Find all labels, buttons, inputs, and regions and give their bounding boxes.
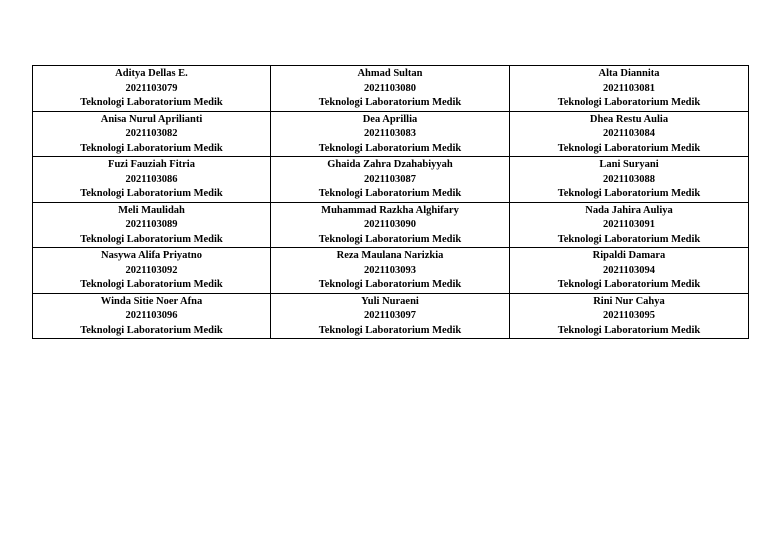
student-cell [510, 111, 749, 157]
student-program: Teknologi Laboratorium Medik [318, 233, 462, 245]
student-id: 2021103084 [603, 128, 655, 139]
student-cell [33, 202, 271, 248]
student-name: Meli Maulidah [118, 204, 185, 216]
student-id: 2021103089 [125, 219, 178, 230]
student-name: Muhammad Razkha Alghifary [321, 204, 459, 216]
table-row [33, 202, 749, 248]
student-name-table [32, 65, 749, 339]
student-id: 2021103081 [603, 82, 655, 94]
student-program: Teknologi Laboratorium Medik [557, 324, 701, 336]
student-program: Teknologi Laboratorium Medik [318, 142, 462, 154]
student-program: Teknologi Laboratorium Medik [557, 279, 701, 290]
student-cell [510, 157, 749, 203]
student-program: Teknologi Laboratorium Medik [318, 279, 462, 290]
student-cell [271, 66, 510, 112]
student-cell [510, 66, 749, 112]
student-program: Teknologi Laboratorium Medik [80, 97, 223, 108]
student-name: Anisa Nurul Aprilianti [100, 113, 203, 125]
student-name: Ripaldi Damara [592, 250, 666, 261]
student-id: 2021103091 [603, 219, 655, 230]
student-id: 2021103087 [364, 173, 416, 185]
student-name: Ghaida Zahra Dzahabiyyah [327, 159, 453, 170]
table-row [33, 66, 749, 112]
student-name: Dhea Restu Aulia [589, 113, 669, 125]
student-id: 2021103095 [603, 310, 655, 321]
student-program: Teknologi Laboratorium Medik [80, 188, 223, 199]
student-name: Nada Jahira Auliya [585, 204, 673, 216]
student-cell [271, 248, 510, 294]
student-cell [33, 111, 271, 157]
student-cell [33, 248, 271, 294]
student-id: 2021103092 [125, 264, 178, 276]
student-cell [510, 202, 749, 248]
student-cell [33, 293, 271, 339]
student-cell [33, 66, 271, 112]
student-name: Rini Nur Cahya [593, 295, 665, 307]
student-cell [510, 293, 749, 339]
student-id: 2021103090 [364, 219, 416, 230]
student-program: Teknologi Laboratorium Medik [80, 233, 223, 245]
student-cell [271, 157, 510, 203]
table-row [33, 111, 749, 157]
table-row [33, 248, 749, 294]
student-name: Alta Diannita [598, 68, 660, 79]
student-cell [33, 157, 271, 203]
student-program: Teknologi Laboratorium Medik [557, 233, 701, 245]
student-id: 2021103097 [364, 310, 416, 321]
student-id: 2021103088 [603, 173, 655, 185]
student-name: Ahmad Sultan [357, 68, 423, 79]
student-name: Aditya Dellas E. [115, 68, 188, 79]
student-program: Teknologi Laboratorium Medik [318, 188, 462, 199]
student-cell [510, 248, 749, 294]
student-name: Reza Maulana Narizkia [336, 250, 444, 261]
student-program: Teknologi Laboratorium Medik [80, 324, 223, 336]
student-name: Lani Suryani [599, 159, 659, 170]
student-name: Winda Sitie Noer Afna [100, 295, 203, 307]
student-program: Teknologi Laboratorium Medik [557, 97, 701, 108]
student-cell [271, 202, 510, 248]
student-id: 2021103086 [125, 173, 178, 185]
student-id: 2021103080 [364, 82, 416, 94]
student-cell [271, 293, 510, 339]
student-name: Yuli Nuraeni [361, 295, 419, 307]
student-program: Teknologi Laboratorium Medik [557, 142, 701, 154]
student-name: Nasywa Alifa Priyatno [101, 250, 202, 261]
table-row [33, 293, 749, 339]
student-name: Dea Aprillia [362, 113, 418, 125]
student-cell [271, 111, 510, 157]
student-program: Teknologi Laboratorium Medik [80, 279, 223, 290]
student-id: 2021103079 [125, 82, 178, 94]
student-id: 2021103094 [603, 264, 655, 276]
student-program: Teknologi Laboratorium Medik [318, 97, 462, 108]
student-program: Teknologi Laboratorium Medik [80, 142, 223, 154]
student-id: 2021103093 [364, 264, 416, 276]
student-id: 2021103083 [364, 128, 416, 139]
student-program: Teknologi Laboratorium Medik [318, 324, 462, 336]
table-row [33, 157, 749, 203]
student-name: Fuzi Fauziah Fitria [108, 159, 195, 170]
student-id: 2021103082 [125, 128, 178, 139]
student-program: Teknologi Laboratorium Medik [557, 188, 701, 199]
student-id: 2021103096 [125, 310, 178, 321]
